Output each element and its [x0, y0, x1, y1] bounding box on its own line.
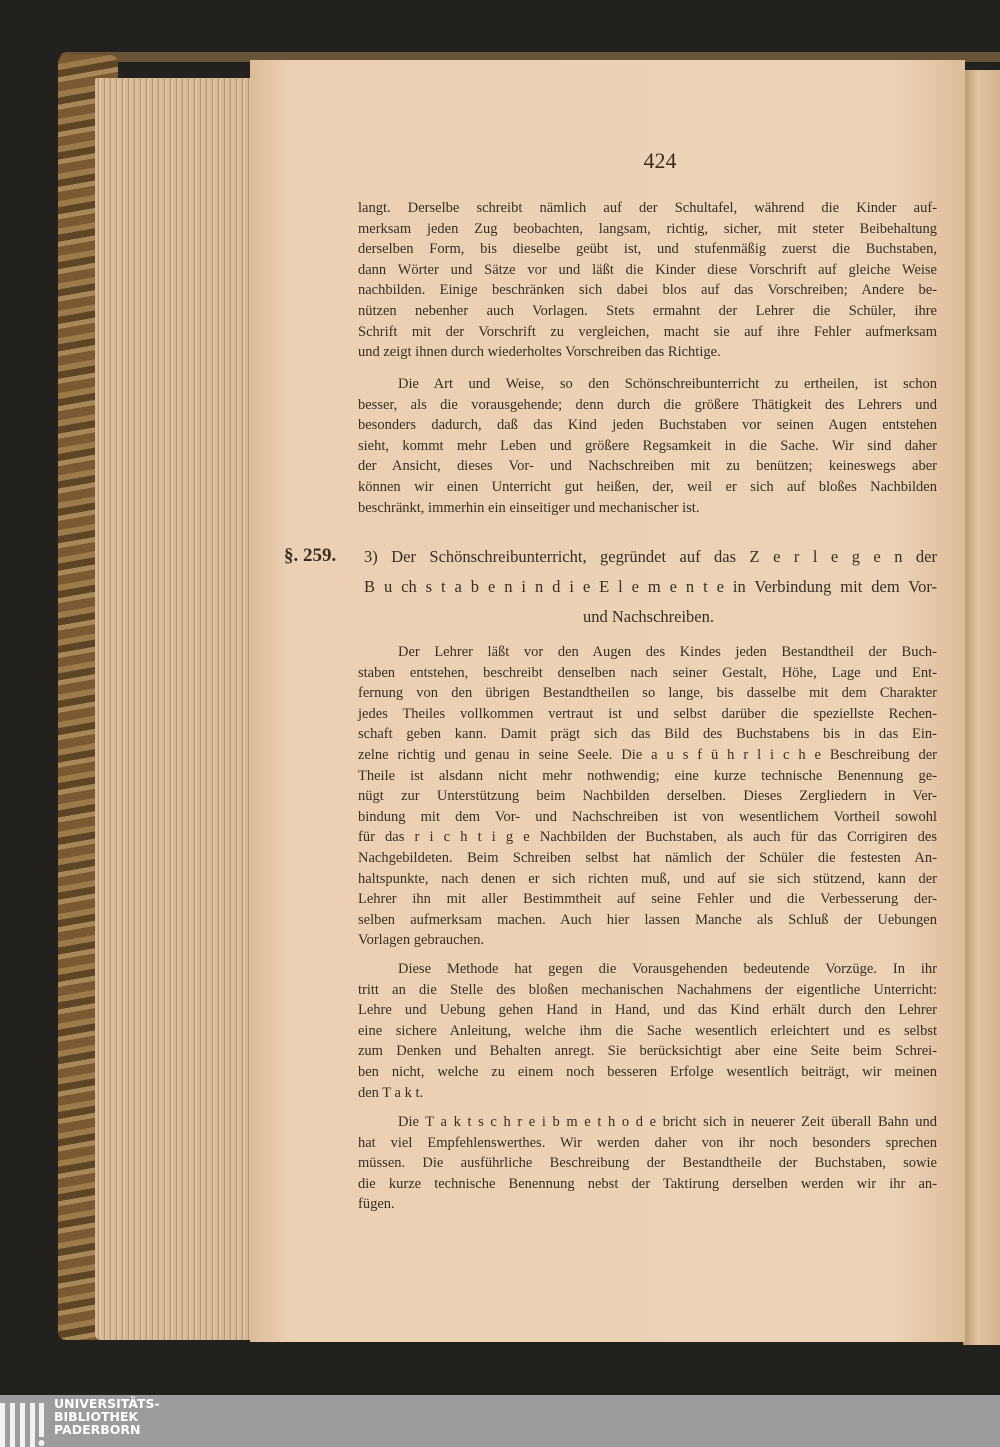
text-line: nügt zur Unterstützung beim Nachbilden derselben. Dieses Zergliedern in Ver-: [358, 788, 937, 805]
text-line: derselben Form, bis dieselbe geübt ist, und stufenmäßig zuerst die Buchstaben,: [358, 241, 937, 258]
text-line: zum Denken und Behalten anregt. Sie berücksichtigt aber eine Seite beim Schrei-: [358, 1043, 937, 1060]
text-line: müssen. Die ausführliche Beschreibung der Bestandtheile der Buchstaben, sowie: [358, 1155, 937, 1172]
text-line: sieht, kommt mehr Leben und größere Regsamkeit in die Sache. Wir sind daher: [358, 437, 937, 454]
logo-line: BIBLIOTHEK: [54, 1409, 139, 1424]
text-line: können wir einen Unterricht gut heißen, der, weil er sich auf bloßes Nachbilden: [358, 479, 937, 495]
text-line: staben entstehen, beschreibt denselben nach seiner Gestalt, Höhe, Lage und Ent-: [358, 664, 937, 681]
section-number: §. 259.: [284, 545, 337, 566]
text-line: bindung mit dem Vor- und Nachschreiben ist von wesentlichem Vortheil sowohl: [358, 808, 937, 825]
section-heading-line-3: und Nachschreiben.: [582, 607, 715, 626]
page-edges: [95, 78, 255, 1340]
text-line: Der Lehrer läßt vor den Augen des Kindes jeden Bestandtheil der Buch-: [398, 644, 937, 660]
text-line: ben nicht, welche zu einem noch besseren Erfolge wesentlich beiträgt, wir meinen: [358, 1064, 937, 1080]
library-footer-bar: [0, 1395, 1000, 1447]
text-line: Schrift mit der Vorschrift zu vergleichen, macht sie auf ihre Fehler aufmerksam: [358, 323, 937, 340]
library-logo-icon: [0, 1403, 46, 1447]
text-line: Nachgebildeten. Beim Schreiben selbst hat nämlich der Schüler die festesten An-: [358, 850, 937, 866]
text-line: Lehre und Uebung gehen Hand in Hand, und das Kind erhält durch den Lehrer: [358, 1002, 937, 1019]
text-line: fügen.: [358, 1196, 395, 1213]
text-line: besser, als die vorausgehende; denn durch die größere Thätigkeit des Lehrers und: [358, 396, 937, 413]
text-line: dann Wörter und Sätze vor und läßt die Kinder diese Vorschrift auf gleiche Weise: [358, 261, 937, 278]
section-heading-line-1: 3) Der Schönschreibunterricht, gegründet auf das Z e r l e g e n der: [364, 547, 937, 566]
section-heading-line-2: B u ch s t a b e n i n d i e E l e m e n t e in Verbindung mit dem Vor-: [364, 577, 937, 596]
text-line: schaft geben kann. Damit prägt sich das Bild des Buchstabens bis in das Ein-: [358, 726, 937, 743]
text-line: fernung von den übrigen Bestandtheilen so lange, bis dasselbe mit dem Charakter: [358, 685, 937, 702]
text-line: Lehrer ihn mit aller Bestimmtheit auf seine Fehler und die Verbesserung der-: [358, 891, 937, 908]
text-line: hat viel Empfehlenswerthes. Wir werden daher von ihr noch besonders sprechen: [358, 1134, 937, 1151]
text-line: den T a k t.: [358, 1084, 424, 1101]
logo-line: PADERBORN: [54, 1422, 141, 1437]
text-line: Vorlagen gebrauchen.: [358, 932, 485, 949]
text-line: und zeigt ihnen durch wiederholtes Vorschreiben das Richtige.: [358, 344, 721, 361]
text-line: zelne richtig und genau in seine Seele. Die a u s f ü h r l i c h e Beschreibung der: [358, 747, 937, 763]
text-line: langt. Derselbe schreibt nämlich auf der Schultafel, während die Kinder auf-: [358, 200, 937, 216]
text-line: jedes Theiles vollkommen vertraut ist und selbst darüber die speziellste Rechen-: [358, 705, 937, 722]
logo-line: UNIVERSITÄTS-: [54, 1396, 160, 1411]
text-line: Die T a k t s c h r e i b m e t h o d e bricht sich in neuerer Zeit überall Bahn und: [398, 1114, 937, 1130]
library-logo-text: [54, 1397, 160, 1436]
text-line: eine sichere Anleitung, welche ihm die Sache wesentlich erleichtert und es selbst: [358, 1022, 937, 1039]
text-line: die kurze technische Benennung nebst der Taktirung derselben werden wir ihr an-: [358, 1175, 937, 1192]
text-line: Die Art und Weise, so den Schönschreibunterricht zu ertheilen, ist schon: [398, 376, 937, 392]
text-line: merksam jeden Zug beobachten, langsam, richtig, sicher, mit steter Beibehaltung: [358, 220, 937, 237]
text-line: nützen nebenher auch Vorlagen. Stets ermahnt der Lehrer die Schüler, ihre: [358, 303, 937, 319]
text-line: selben aufmerksam machen. Auch hier lassen Manche als Schluß der Uebungen: [358, 911, 937, 928]
text-line: Theile ist alsdann nicht mehr nothwendig; eine kurze technische Benennung ge-: [358, 767, 937, 784]
text-line: beschränkt, immerhin ein einseitiger und mechanischer ist.: [358, 499, 700, 516]
text-line: tritt an die Stelle des bloßen mechanischen Nachahmens der eigentliche Unterricht:: [358, 981, 937, 998]
text-line: besonders dadurch, daß das Kind jeden Buchstaben vor seinen Augen entstehen: [358, 417, 937, 434]
facing-page-edge: [963, 70, 1000, 1345]
text-line: nachbilden. Einige beschränken sich dabei blos auf das Vorschreiben; Andere be-: [358, 282, 937, 299]
text-line: der Ansicht, dieses Vor- und Nachschreiben mit zu benützen; keineswegs aber: [358, 458, 937, 475]
text-line: Diese Methode hat gegen die Vorausgehenden bedeutende Vorzüge. In ihr: [398, 961, 937, 977]
text-line: haltspunkte, nach denen er sich richten muß, und auf sie sich stützend, kann der: [358, 870, 937, 887]
text-line: für das r i c h t i g e Nachbilden der Buchstaben, als auch für das Corrigiren des: [358, 829, 937, 846]
page-number: 424: [643, 148, 677, 173]
